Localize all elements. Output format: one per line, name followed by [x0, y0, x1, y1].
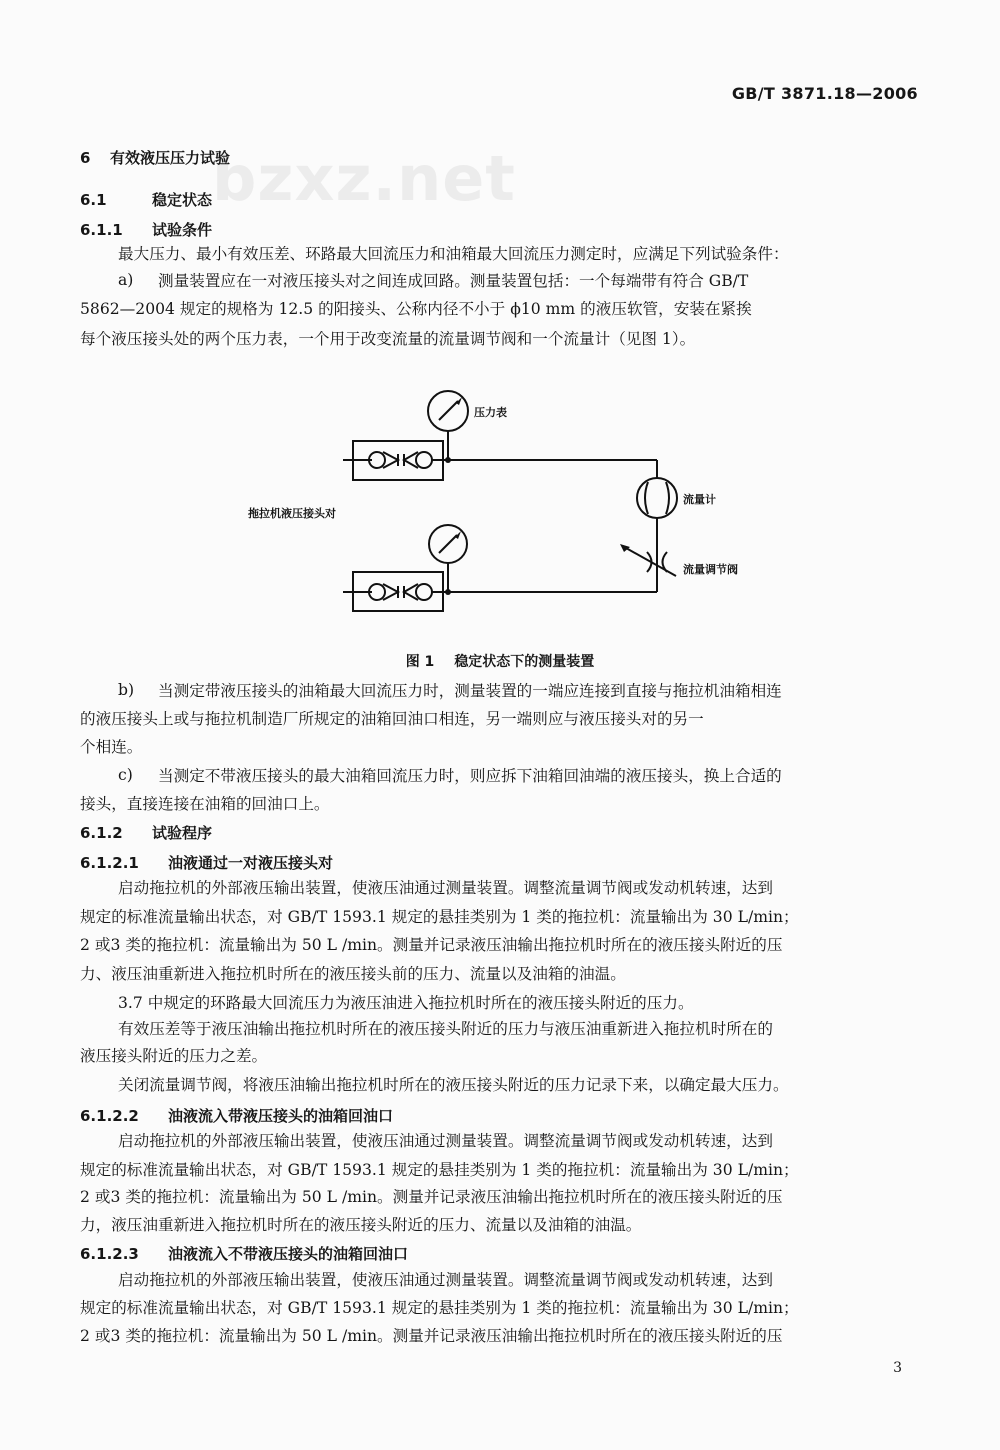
section-number: 6.1.2.3	[80, 1245, 139, 1263]
section-number: 6.1.1	[80, 221, 123, 239]
paragraph-3-7: 3.7 中规定的环路最大回流压力为液压油进入拖拉机时所在的液压接头附近的压力。	[118, 994, 694, 1012]
paragraph-6-1-2-2-line-1: 启动拖拉机的外部液压输出装置，使液压油通过测量装置。调整流量调节阀或发动机转速，达到	[118, 1132, 773, 1150]
pressure-gauge-label: 压力表	[474, 406, 507, 419]
section-number: 6	[80, 149, 91, 167]
paragraph-6-1-2-1-line-2: 规定的标准流量输出状态，对 GB/T 1593.1 规定的悬挂类别为 1 类的拖拉机：流量输出为 30 L/min；	[80, 908, 799, 926]
figure-number: 图 1	[405, 654, 435, 670]
list-item-a-line-2: 5862—2004 规定的规格为 12.5 的阳接头、公称内径不小于 ϕ10 mm 的液压软管，安装在紧挨	[80, 300, 752, 318]
section-title: 试验程序	[152, 824, 213, 842]
section-title: 油液流入带液压接头的油箱回油口	[168, 1107, 394, 1125]
paragraph-6-1-2-2-line-4: 力，液压油重新进入拖拉机时所在的液压接头附近的压力、流量以及油箱的油温。	[80, 1216, 642, 1234]
paragraph-6-1-2-2-line-2: 规定的标准流量输出状态，对 GB/T 1593.1 规定的悬挂类别为 1 类的拖拉机：流量输出为 30 L/min；	[80, 1161, 799, 1179]
flow-valve-label: 流量调节阀	[683, 563, 738, 576]
paragraph-effective-line-2: 液压接头附近的压力之差。	[80, 1047, 268, 1065]
figure-title: 稳定状态下的测量装置	[454, 654, 595, 670]
section-6-1-2-heading	[80, 822, 212, 843]
watermark: bzxz.net	[212, 142, 516, 215]
figure-1-caption	[0, 651, 1000, 671]
list-item-c-line-2: 接头，直接连接在油箱的回油口上。	[80, 795, 330, 813]
paragraph-6-1-2-1-line-3: 2 或3 类的拖拉机：流量输出为 50 L /min。测量并记录液压油输出拖拉机时所在的液压接头附近的压	[80, 936, 783, 954]
section-number: 6.1.2	[80, 824, 123, 842]
standard-number: GB/T 3871.18—2006	[731, 84, 918, 103]
list-item-b-line-3: 个相连。	[80, 738, 143, 756]
list-letter-a: a)	[118, 271, 134, 289]
list-item-c-line-1: 当测定不带液压接头的最大油箱回流压力时，则应拆下油箱回油端的液压接头，换上合适的	[158, 767, 782, 785]
paragraph-6-1-2-3-line-1: 启动拖拉机的外部液压输出装置，使液压油通过测量装置。调整流量调节阀或发动机转速，达到	[118, 1271, 773, 1289]
section-title: 油液通过一对液压接头对	[168, 854, 334, 872]
section-title: 试验条件	[152, 221, 213, 239]
section-number: 6.1.2.2	[80, 1107, 139, 1125]
section-title: 稳定状态	[152, 191, 213, 209]
list-item-b-line-2: 的液压接头上或与拖拉机制造厂所规定的油箱回油口相连，另一端则应与液压接头对的另一	[80, 710, 704, 728]
tractor-coupler-label: 拖拉机液压接头对	[248, 507, 336, 520]
section-title: 有效液压压力试验	[110, 149, 231, 167]
section-6-1-2-1-heading	[80, 852, 333, 873]
list-letter-c: c)	[118, 766, 133, 784]
paragraph-6-1-2-3-line-2: 规定的标准流量输出状态，对 GB/T 1593.1 规定的悬挂类别为 1 类的拖拉机：流量输出为 30 L/min；	[80, 1299, 799, 1317]
page-number: 3	[893, 1360, 902, 1376]
paragraph-close-valve: 关闭流量调节阀，将液压油输出拖拉机时所在的液压接头附近的压力记录下来，以确定最大压力。	[118, 1076, 789, 1094]
section-number: 6.1.2.1	[80, 854, 139, 872]
paragraph-6-1-2-1-line-4: 力、液压油重新进入拖拉机时所在的液压接头前的压力、流量以及油箱的油温。	[80, 965, 626, 983]
paragraph-intro: 最大压力、最小有效压差、环路最大回流压力和油箱最大回流压力测定时，应满足下列试验条件：	[118, 245, 789, 263]
paragraph-6-1-2-1-line-1: 启动拖拉机的外部液压输出装置，使液压油通过测量装置。调整流量调节阀或发动机转速，达到	[118, 879, 773, 897]
list-item-b-line-1: 当测定带液压接头的油箱最大回流压力时，测量装置的一端应连接到直接与拖拉机油箱相连	[158, 682, 782, 700]
list-letter-b: b)	[118, 681, 135, 699]
section-6-1-2-2-heading	[80, 1105, 393, 1126]
section-number: 6.1	[80, 191, 107, 209]
list-item-a-line-3: 每个液压接头处的两个压力表，一个用于改变流量的流量调节阀和一个流量计（见图 1）。	[80, 330, 696, 348]
section-6-1-2-3-heading	[80, 1243, 408, 1264]
paragraph-6-1-2-3-line-3: 2 或3 类的拖拉机：流量输出为 50 L /min。测量并记录液压油输出拖拉机时所在的液压接头附近的压	[80, 1327, 783, 1345]
flowmeter-label: 流量计	[683, 493, 716, 506]
paragraph-6-1-2-2-line-3: 2 或3 类的拖拉机：流量输出为 50 L /min。测量并记录液压油输出拖拉机时所在的液压接头附近的压	[80, 1188, 783, 1206]
section-title: 油液流入不带液压接头的油箱回油口	[168, 1245, 409, 1263]
list-item-a-line-1: 测量装置应在一对液压接头对之间连成回路。测量装置包括：一个每端带有符合 GB/T	[158, 272, 749, 290]
paragraph-effective-line-1: 有效压差等于液压油输出拖拉机时所在的液压接头附近的压力与液压油重新进入拖拉机时所在的	[118, 1020, 773, 1038]
